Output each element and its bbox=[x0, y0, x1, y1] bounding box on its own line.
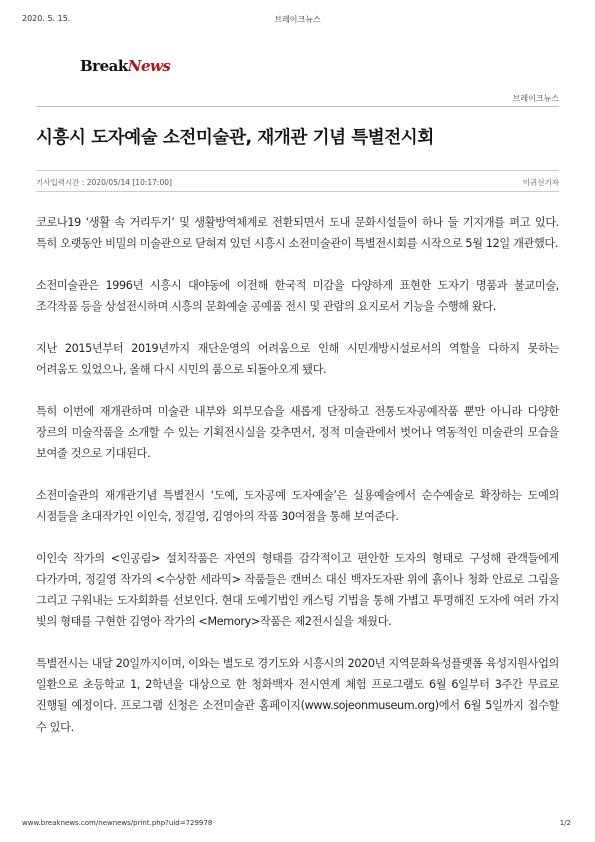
article-paragraph: 지난 2015년부터 2019년까지 재단운영의 어려움으로 인해 시민개방시설로서의 역할을 다하지 못하는 어려움도 있었으나, 올해 다시 시민의 품으로 되돌아오게 됐다. bbox=[36, 341, 559, 377]
article-body bbox=[36, 212, 559, 758]
article-timestamp: 기사입력시간 : 2020/05/14 [10:17:00] bbox=[36, 178, 172, 187]
print-footer-url: www.breaknews.com/newnews/print.php?uid=729978 bbox=[22, 819, 213, 827]
meta-divider bbox=[36, 191, 559, 192]
source-label: 브레이크뉴스 bbox=[512, 94, 559, 103]
headline-divider bbox=[36, 170, 559, 171]
article-paragraph: 소전미술관의 재개관기념 특별전시 ‘도예, 도자공예 도자예술’은 실용예술에서 순수예술로 확장하는 도예의 시점들을 초대작가인 이인숙, 정길영, 김영아의 작품 30여점을 통해 보여준다. bbox=[36, 488, 559, 524]
article-paragraph: 이인숙 작가의 <인공림> 설치작품은 자연의 형태를 감각적이고 편안한 도자의 형태로 구성해 관객들에게 다가가며, 정길영 작가의 <수상한 세라믹> 작품들은 캔버스 대신 백자도자판 위에 흙이나 청화 안료로 그림을 그리고 구워내는 도자회화를 선보인다. 현대 도예기법인 캐스팅 기법을 통해 가볍고 투명해진 도자에 여러 가지 빛의 형태를 구현한 김영아 작가의 <Memory>작품은 제2전시실을 채웠다. bbox=[36, 551, 559, 629]
logo-text-news: News bbox=[127, 57, 171, 75]
article-paragraph: 특히 이번에 재개관하며 미술관 내부와 외부모습을 새롭게 단장하고 전통도자공예작품 뿐만 아니라 다양한 장르의 미술작품을 소개할 수 있는 기획전시실을 갖추면서, 정적 미술관에서 벗어나 역동적인 미술관의 모습을 보여줄 것으로 기대된다. bbox=[36, 404, 559, 461]
logo-text-break: Break bbox=[80, 57, 128, 75]
article-paragraph: 코로나19 ‘생활 속 거리두기’ 및 생활방역체계로 전환되면서 도내 문화시설들이 하나 둘 기지개를 펴고 있다. 특히 오랫동안 비밀의 미술관으로 닫혀져 있던 시흥시 소전미술관이 특별전시회를 시작으로 5월 12일 개관했다. bbox=[36, 216, 559, 251]
article-paragraph: 특별전시는 내달 20일까지이며, 이와는 별도로 경기도와 시흥시의 2020년 지역문화육성플랫폼 육성지원사업의 일환으로 초등학교 1, 2학년을 대상으로 한 청화백자 전시연계 체험 프로그램도 6월 6일부터 3주간 무료로 진행될 예정이다. 프로그램 신청은 소전미술관 홈페이지(www.sojeonmuseum.org)에서 6월 5일까지 접수할 수 있다. bbox=[36, 657, 559, 734]
print-page-number: 1/2 bbox=[559, 819, 571, 827]
article-headline: 시흥시 도자예술 소전미술관, 재개관 기념 특별전시회 bbox=[36, 128, 434, 148]
print-date: 2020. 5. 15. bbox=[22, 14, 71, 23]
top-divider bbox=[36, 106, 559, 107]
print-header-title: 브레이크뉴스 bbox=[274, 15, 321, 24]
breaknews-logo[interactable] bbox=[80, 57, 170, 75]
article-reporter: 이귀선기자 bbox=[522, 178, 559, 187]
article-paragraph: 소전미술관은 1996년 시흥시 대야동에 이전해 한국적 미감을 다양하게 표현한 도자기 명품과 불교미술, 조각작품 등을 상설전시하며 시흥의 문화예술 공예품 전시 및 관람의 요지로서 기능을 수행해 왔다. bbox=[36, 278, 559, 314]
